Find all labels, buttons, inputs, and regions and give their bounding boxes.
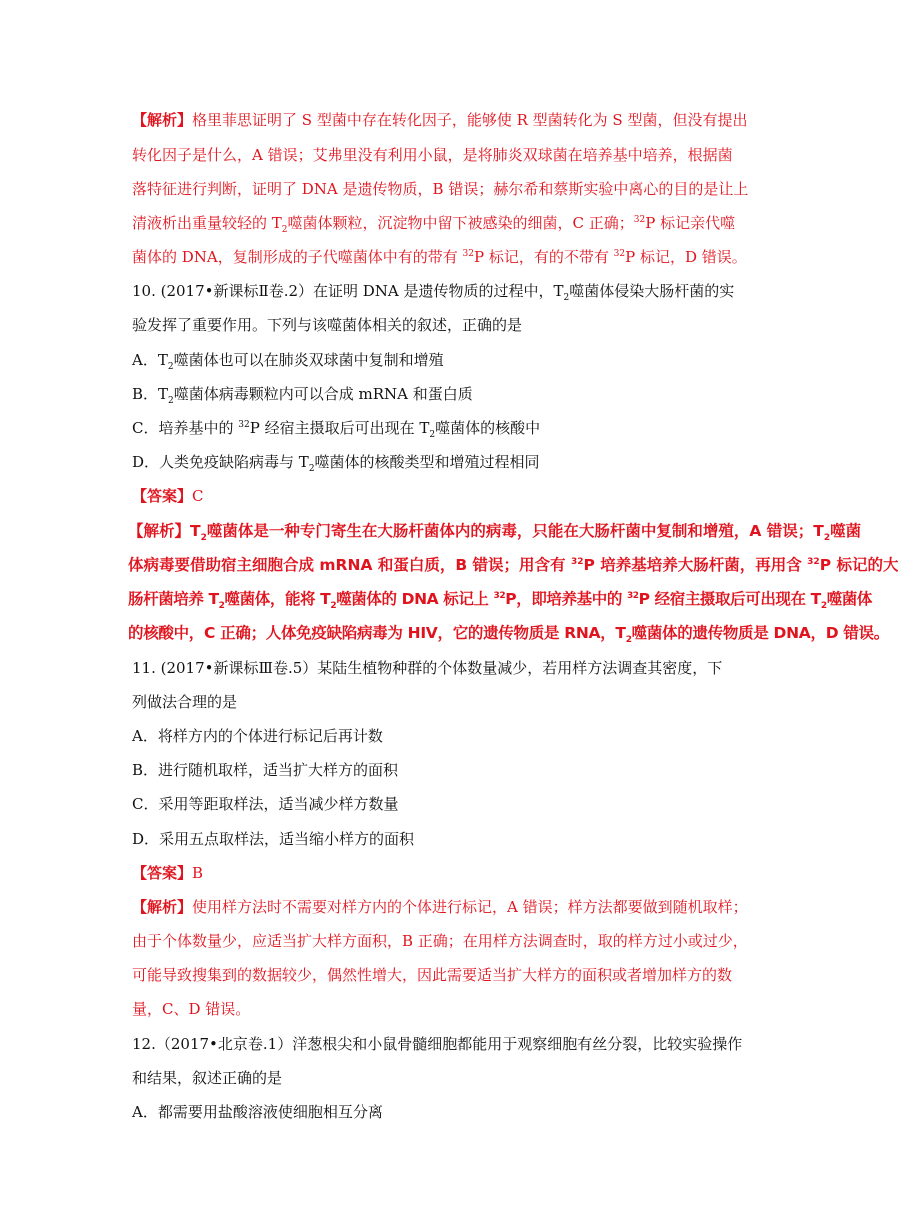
question-10-analysis-line-4: 的核酸中，C 正确；人体免疫缺陷病毒为 HIV，它的遗传物质是 RNA，$T_2$噬菌体的遗传物质是 DNA，D 错误。 — [128, 624, 889, 646]
analysis-9-line-1: 【解析】格里菲思证明了 S 型菌中存在转化因子，能够使 R 型菌转化为 S 型菌，但没有提出 — [132, 111, 748, 129]
question-10-stem-1: 10. (2017•新课标Ⅱ卷.2）在证明 DNA 是遗传物质的过程中，$T_2$噬菌体侵染大肠杆菌的实 — [132, 282, 735, 303]
question-12-stem-1: 12.（2017•北京卷.1）洋葱根尖和小鼠骨髓细胞都能用于观察细胞有丝分裂，比较实验操作 — [132, 1035, 743, 1053]
question-11-option-d: D．采用五点取样法，适当缩小样方的面积 — [132, 830, 415, 848]
question-11-option-b: B．进行随机取样，适当扩大样方的面积 — [132, 761, 399, 779]
question-12-stem-2: 和结果，叙述正确的是 — [132, 1069, 283, 1087]
question-11-analysis-line-2: 由于个体数量少，应适当扩大样方面积，B 正确；在用样方法调查时，取的样方过小或过少， — [132, 932, 748, 950]
question-11-stem-1: 11. (2017•新课标Ⅲ卷.5）某陆生植物种群的个体数量减少，若用样方法调查其密度，下 — [132, 659, 723, 677]
question-12-option-a: A．都需要用盐酸溶液使细胞相互分离 — [132, 1103, 383, 1121]
question-11-analysis-line-3: 可能导致搜集到的数据较少，偶然性增大，因此需要适当扩大样方的面积或者增加样方的数 — [132, 966, 733, 984]
question-10-analysis-line-2: 体病毒要借助宿主细胞合成 mRNA 和蛋白质，B 错误；用含有 $^{32}$P 培养基培养大肠杆菌，再用含 $^{32}$P 标记的大 — [128, 556, 898, 574]
analysis-9-line-2: 转化因子是什么，A 错误；艾弗里没有利用小鼠，是将肺炎双球菌在培养基中培养，根据菌 — [132, 146, 733, 164]
question-10-option-d: D．人类免疫缺陷病毒与 $T_2$噬菌体的核酸类型和增殖过程相同 — [132, 453, 540, 474]
question-10-option-a: A．$T_2$噬菌体也可以在肺炎双球菌中复制和增殖 — [132, 351, 444, 372]
question-11-option-a: A．将样方内的个体进行标记后再计数 — [132, 727, 383, 745]
question-11-answer: 【答案】B — [132, 864, 204, 882]
analysis-9-line-4: 清液析出重量较轻的 $T_2$噬菌体颗粒，沉淀物中留下被感染的细菌，C 正确；$^{32}$P 标记亲代噬 — [132, 214, 736, 235]
question-10-analysis-line-3: 肠杆菌培养 $T_2$噬菌体，能将 $T_2$噬菌体的 DNA 标记上 $^{32}$P，即培养基中的 $^{32}$P 经宿主摄取后可出现在 $T_2$噬菌体 — [128, 590, 872, 612]
question-10-answer: 【答案】C — [132, 487, 204, 505]
question-11-option-c: C．采用等距取样法，适当减少样方数量 — [132, 795, 399, 813]
analysis-9-line-3: 落特征进行判断，证明了 DNA 是遗传物质，B 错误；赫尔希和蔡斯实验中离心的目的是让上 — [132, 180, 749, 198]
question-10-stem-2: 验发挥了重要作用。下列与该噬菌体相关的叙述，正确的是 — [132, 316, 523, 334]
analysis-9-line-5: 菌体的 DNA，复制形成的子代噬菌体中有的带有 $^{32}$P 标记，有的不带有 $^{32}$P 标记，D 错误。 — [132, 248, 747, 266]
question-11-analysis-line-1: 【解析】使用样方法时不需要对样方内的个体进行标记，A 错误；样方法都要做到随机取样； — [132, 898, 748, 916]
question-10-option-b: B．$T_2$噬菌体病毒颗粒内可以合成 mRNA 和蛋白质 — [132, 385, 473, 406]
question-10-analysis-line-1: 【解析】$T_2$噬菌体是一种专门寄生在大肠杆菌体内的病毒，只能在大肠杆菌中复制和增殖，A 错误；$T_2$噬菌 — [128, 522, 862, 544]
question-11-analysis-line-4: 量，C、D 错误。 — [132, 1000, 251, 1018]
question-10-option-c: C．培养基中的 $^{32}$P 经宿主摄取后可出现在 $T_2$噬菌体的核酸中 — [132, 419, 541, 440]
question-11-stem-2: 列做法合理的是 — [132, 693, 238, 711]
